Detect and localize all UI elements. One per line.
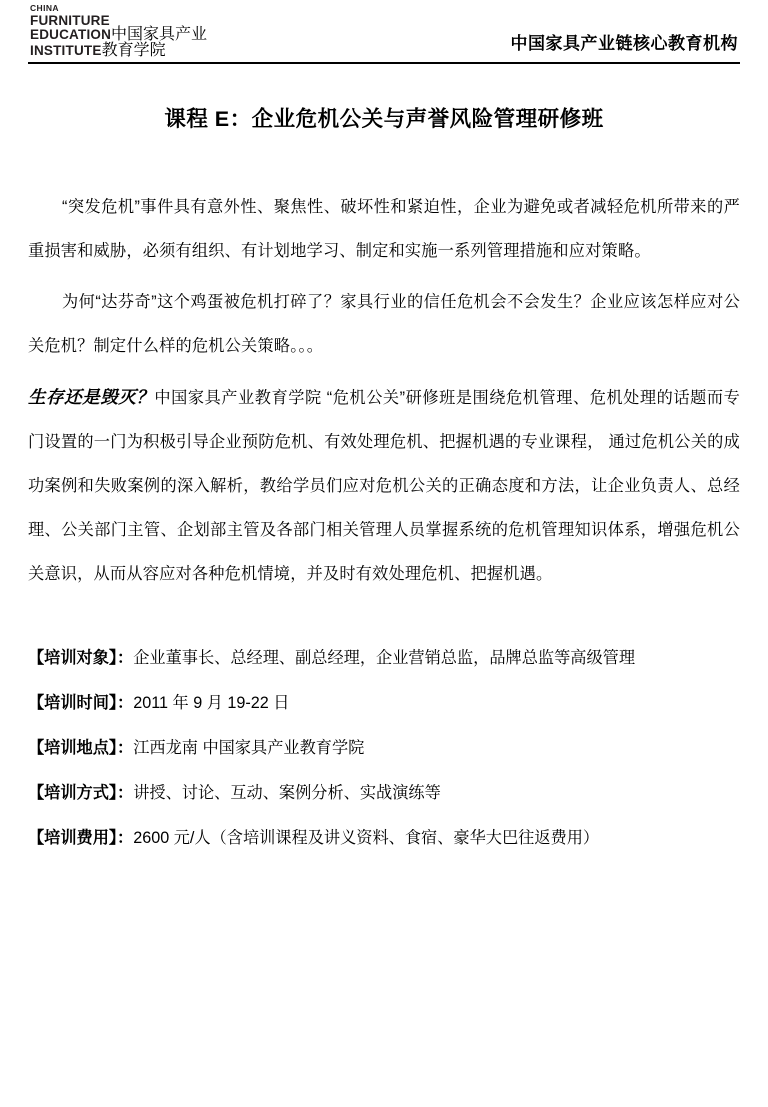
info-list	[28, 636, 740, 861]
logo	[30, 4, 210, 59]
list-item	[28, 816, 740, 861]
paragraph: “突发危机”事件具有意外性、聚焦性、破坏性和紧迫性，企业为避免或者减轻危机所带来的严重损害和威胁，必须有组织、有计划地学习、制定和实施一系列管理措施和应对策略。	[28, 198, 740, 260]
document-body	[28, 185, 740, 596]
logo-line-education: EDUCATION	[30, 27, 112, 42]
info-value: 讲授、讨论、互动、案例分析、实战演练等	[133, 784, 441, 802]
logo-line-china: CHINA	[30, 3, 59, 13]
logo-line-institute-cn: 教育学院	[101, 42, 166, 59]
info-label: 【培训方式】：	[28, 784, 134, 802]
list-item	[28, 636, 740, 681]
info-value: 企业董事长、总经理、副总经理，企业营销总监，品牌总监等高级管理	[133, 649, 636, 667]
paragraph: 为何“达芬奇”这个鸡蛋被危机打碎了？家具行业的信任危机会不会发生？企业应该怎样应对公关危机？制定什么样的危机公关策略。。。	[28, 293, 740, 355]
logo-line-institute: INSTITUTE	[30, 43, 102, 58]
page-header	[28, 0, 740, 62]
info-value: 2600 元/人（含培训课程及讲义资料、食宿、豪华大巴往返费用）	[133, 829, 600, 847]
info-label: 【培训时间】：	[28, 694, 134, 712]
list-item	[28, 771, 740, 816]
paragraph-highlight	[28, 375, 740, 596]
logo-line-education-cn: 中国家具产业	[111, 26, 208, 43]
logo-line-furniture: FURNITURE	[30, 12, 110, 28]
page-title: 课程 E：企业危机公关与声誉风险管理研修班	[164, 107, 604, 131]
info-label: 【培训费用】：	[28, 829, 134, 847]
header-tagline: 中国家具产业链核心教育机构	[510, 34, 738, 53]
info-label: 【培训地点】：	[28, 739, 134, 757]
header-divider	[28, 62, 740, 64]
highlight-lead: 生存还是毁灭？	[28, 387, 155, 407]
list-item	[28, 681, 740, 726]
info-value: 2011 年 9 月 19-22 日	[133, 694, 290, 712]
list-item	[28, 726, 740, 771]
info-label: 【培训对象】：	[28, 649, 134, 667]
info-value: 江西龙南 中国家具产业教育学院	[133, 739, 365, 757]
highlight-rest: 中国家具产业教育学院 “危机公关”研修班是围绕危机管理、危机处理的话题而专门设置的一门为积极引导企业预防危机、有效处理危机、把握机遇的专业课程， 通过危机公关的成功案例和失败案例的深入解析，教给学员们应对危机公关的正确态度和方法，让企业负责人、总经理、公关部门主管、企划部主管及各部门相关管理人员掌握系统的危机管理知识体系，增强危机公关意识，从而从容应对各种危机情境，并及时有效处理危机、把握机遇。	[28, 389, 740, 583]
